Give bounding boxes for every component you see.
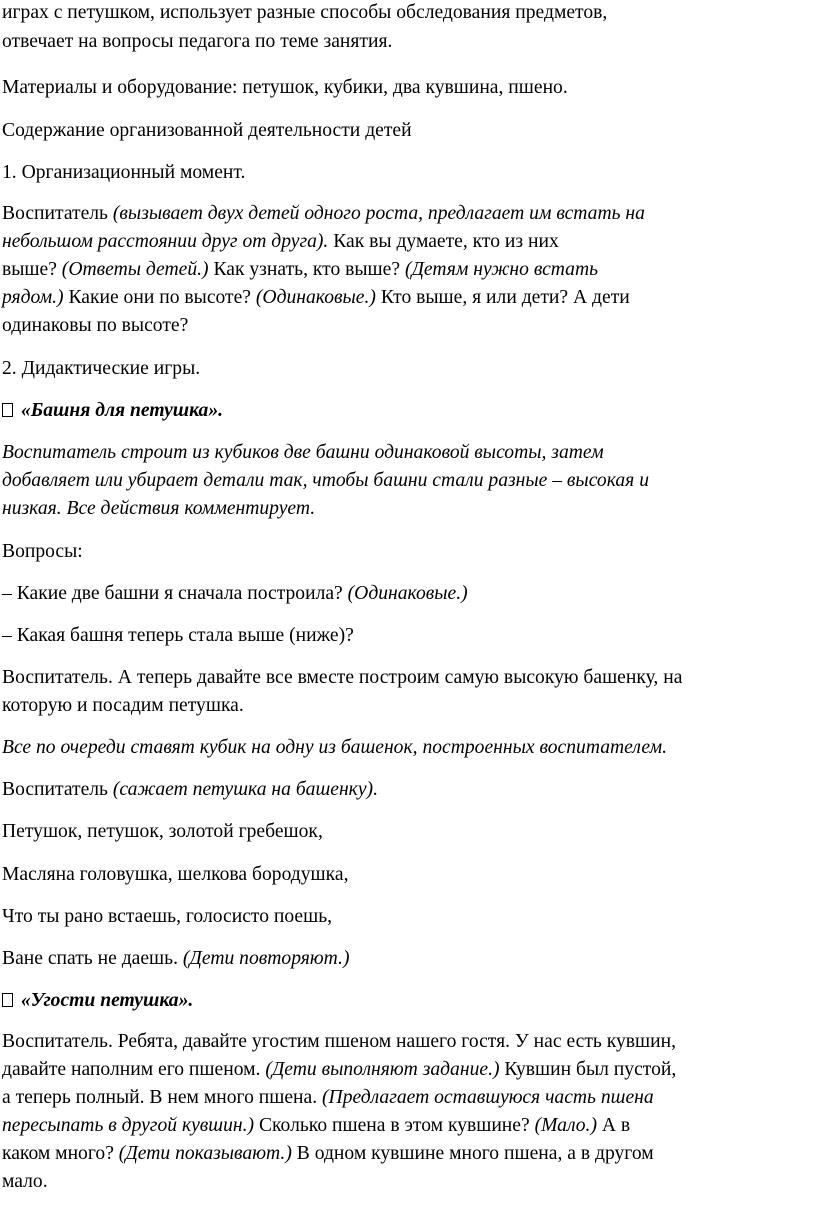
materials-line: Материалы и оборудование: петушок, кубики, два кувшина, пшено. xyxy=(2,77,568,98)
stage-direction: (Детям нужно встать xyxy=(404,259,599,280)
stage-direction: небольшом расстоянии друг от друга). xyxy=(2,231,329,252)
speech-text: В одном кувшине много пшена, а в другом xyxy=(291,1143,654,1164)
game-1-desc-line-3: низкая. Все действия комментирует. xyxy=(2,498,316,519)
game-2-line-6: мало. xyxy=(2,1171,48,1192)
stage-direction: (Ответы детей.) xyxy=(61,259,209,280)
bullet-box-icon xyxy=(2,403,13,417)
dialogue-line-2 xyxy=(2,228,559,256)
question-1 xyxy=(2,580,468,608)
dialogue-line-4 xyxy=(2,284,630,312)
speech-text: Как вы думаете, кто из них xyxy=(328,231,559,252)
game-2-line-1: Воспитатель. Ребята, давайте угостим пшеном нашего гостя. У нас есть кувшин, xyxy=(2,1031,676,1052)
teacher-line-2: которую и посадим петушка. xyxy=(2,695,244,716)
stage-direction: (вызывает двух детей одного роста, предлагает им встать на xyxy=(112,203,645,224)
stage-direction: рядом.) xyxy=(2,287,64,308)
answer-text: (Одинаковые.) xyxy=(347,583,468,604)
dialogue-line-3 xyxy=(2,256,598,284)
content-heading: Содержание организованной деятельности детей xyxy=(2,120,412,141)
stage-direction: (Предлагает оставшуюся часть пшена xyxy=(322,1087,654,1108)
game-1-title: «Башня для петушка». xyxy=(21,400,224,421)
speech-text: а теперь полный. В нем много пшена. xyxy=(2,1087,323,1108)
speech-text: Какие они по высоте? xyxy=(63,287,256,308)
dialogue-line-5: одинаковы по высоте? xyxy=(2,315,189,336)
section-1-heading: 1. Организационный момент. xyxy=(2,162,246,183)
poem-line-3: Что ты рано встаешь, голосисто поешь, xyxy=(2,906,333,927)
speech-text: Как узнать, кто выше? xyxy=(208,259,405,280)
stage-direction: пересыпать в другой кувшин.) xyxy=(2,1115,255,1136)
game-1-desc-line-2: добавляет или убирает детали так, чтобы башни стали разные – высокая и xyxy=(2,470,649,491)
dialogue-line-1 xyxy=(2,200,645,228)
question-2: – Какая башня теперь стала выше (ниже)? xyxy=(2,625,354,646)
poem-line-2: Масляна головушка, шелкова бородушка, xyxy=(2,864,349,885)
speech-text: Кто выше, я или дети? А дети xyxy=(375,287,630,308)
speech-text: выше? xyxy=(2,259,62,280)
game-2-line-5 xyxy=(2,1140,654,1168)
question-text: – Какие две башни я сначала построила? xyxy=(2,583,348,604)
stage-direction: (Одинаковые.) xyxy=(255,287,376,308)
speech-text: давайте наполним его пшеном. xyxy=(2,1059,266,1080)
stage-direction: (Дети показывают.) xyxy=(118,1143,292,1164)
questions-label: Вопросы: xyxy=(2,541,83,562)
section-2-heading: 2. Дидактические игры. xyxy=(2,358,201,379)
speech-text: А в xyxy=(596,1115,631,1136)
stage-direction: (Мало.) xyxy=(534,1115,597,1136)
teacher-line-3 xyxy=(2,776,378,804)
game-2-title-line xyxy=(2,987,193,1015)
speech-text: каком много? xyxy=(2,1143,119,1164)
speaker-label: Воспитатель xyxy=(2,779,113,800)
stage-direction: (сажает петушка на башенку). xyxy=(112,779,378,800)
bullet-box-icon xyxy=(2,993,13,1007)
stage-direction: (Дети выполняют задание.) xyxy=(265,1059,500,1080)
stage-direction: (Дети повторяют.) xyxy=(182,948,350,969)
poem-text: Ване спать не даешь. xyxy=(2,948,183,969)
teacher-line-1: Воспитатель. А теперь давайте все вместе построим самую высокую башенку, на xyxy=(2,667,683,688)
intro-line-2: отвечает на вопросы педагога по теме занятия. xyxy=(2,31,393,52)
game-2-line-4 xyxy=(2,1112,630,1140)
game-1-desc-line-1: Воспитатель строит из кубиков две башни одинаковой высоты, затем xyxy=(2,442,604,463)
game-2-title: «Угости петушка». xyxy=(21,990,194,1011)
intro-line-1: играх с петушком, использует разные способы обследования предметов, xyxy=(2,2,608,23)
poem-line-4 xyxy=(2,945,350,973)
speaker-label: Воспитатель xyxy=(2,203,113,224)
game-2-line-2 xyxy=(2,1056,676,1084)
game-2-line-3 xyxy=(2,1084,654,1112)
poem-line-1: Петушок, петушок, золотой гребешок, xyxy=(2,821,323,842)
children-action-line: Все по очереди ставят кубик на одну из башенок, построенных воспитателем. xyxy=(2,737,668,758)
speech-text: Кувшин был пустой, xyxy=(499,1059,677,1080)
speech-text: Сколько пшена в этом кувшине? xyxy=(254,1115,535,1136)
game-1-title-line xyxy=(2,397,223,425)
